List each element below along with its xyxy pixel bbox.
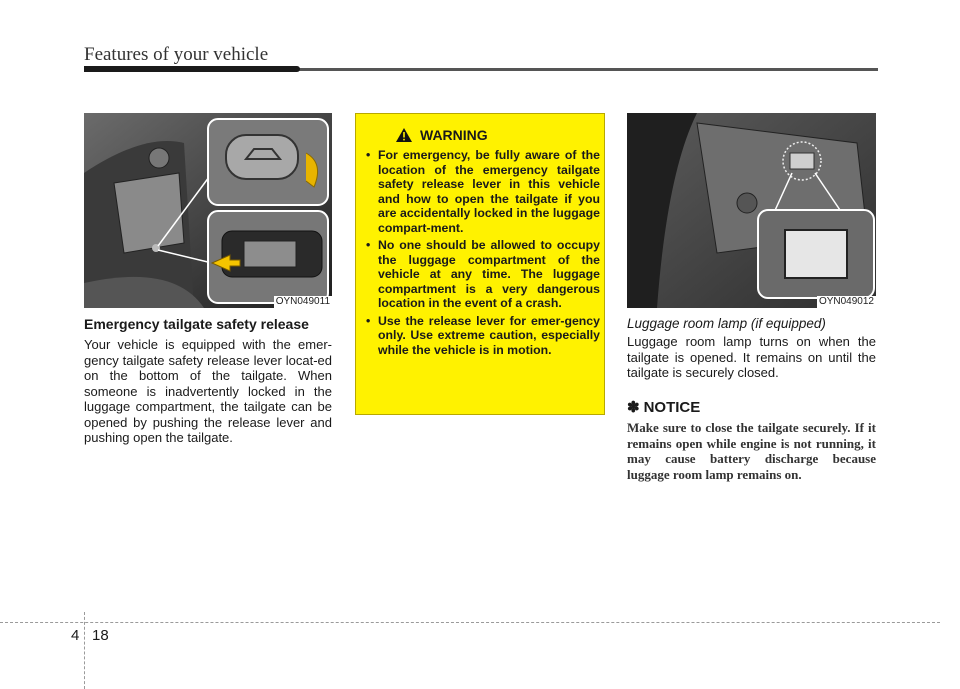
warning-item-text: Use the release lever for emer-gency only. Use extreme caution, especially while the vehicle is in motion. [378,313,600,357]
footer-rule [0,622,940,623]
warning-list [364,148,600,360]
luggage-lamp-photo [627,113,876,308]
lamp-heading: Luggage room lamp (if equipped) [627,316,826,331]
chapter-number: 4 [71,627,80,644]
tailgate-illustration [84,113,332,308]
notice-header [627,398,700,416]
warning-title: WARNING [420,127,488,143]
section-body: Your vehicle is equipped with the emer-gency tailgate safety release lever locat-ed on the bottom of the tailgate. When someone is inadvertently locked in the luggage compartment, the tailgate can be opened by pushing the release lever and pushing open the tailgate. [84,337,332,445]
luggage-lamp-illustration [627,113,876,308]
warning-item-text: No one should be allowed to occupy the luggage compartment of the vehicle at any time. The luggage compartment is a very dangerous location in the event of a crash. [378,238,600,310]
notice-body: Make sure to close the tailgate securely. If it remains open while engine is not running, it may cause battery discharge because luggage room lamp remains on. [627,420,876,482]
footer-divider [84,612,85,689]
page-number: 18 [92,627,109,644]
page-header-title: Features of your vehicle [84,44,269,65]
warning-header [396,127,488,143]
image-code: OYN049012 [818,296,874,307]
notice-title: NOTICE [643,398,701,416]
warning-triangle-icon [396,128,412,142]
header-rule-accent [84,66,300,72]
tailgate-release-photo [84,113,332,308]
lamp-body: Luggage room lamp turns on when the tailgate is opened. It remains on until the tailgate is securely closed. [627,334,876,380]
warning-item: • No one should be allowed to occupy the luggage compartment of the vehicle at any time. The luggage compartment is a very dangerous location in the event of a crash. [366,238,600,310]
warning-item-text: For emergency, be fully aware of the location of the emergency tailgate safety release lever in this vehicle and how to open the tailgate if you are accidentally locked in the luggage compart-ment. [378,148,600,235]
warning-item: • For emergency, be fully aware of the location of the emergency tailgate safety release lever in this vehicle and how to open the tailgate if you are accidentally locked in the luggage compart-ment. [366,148,600,235]
image-code: OYN049011 [275,296,330,307]
section-heading: Emergency tailgate safety release [84,316,309,332]
notice-icon: ✽ [627,399,640,416]
warning-item: • Use the release lever for emer-gency only. Use extreme caution, especially while the vehicle is in motion. [366,313,600,357]
warning-box [355,113,605,415]
